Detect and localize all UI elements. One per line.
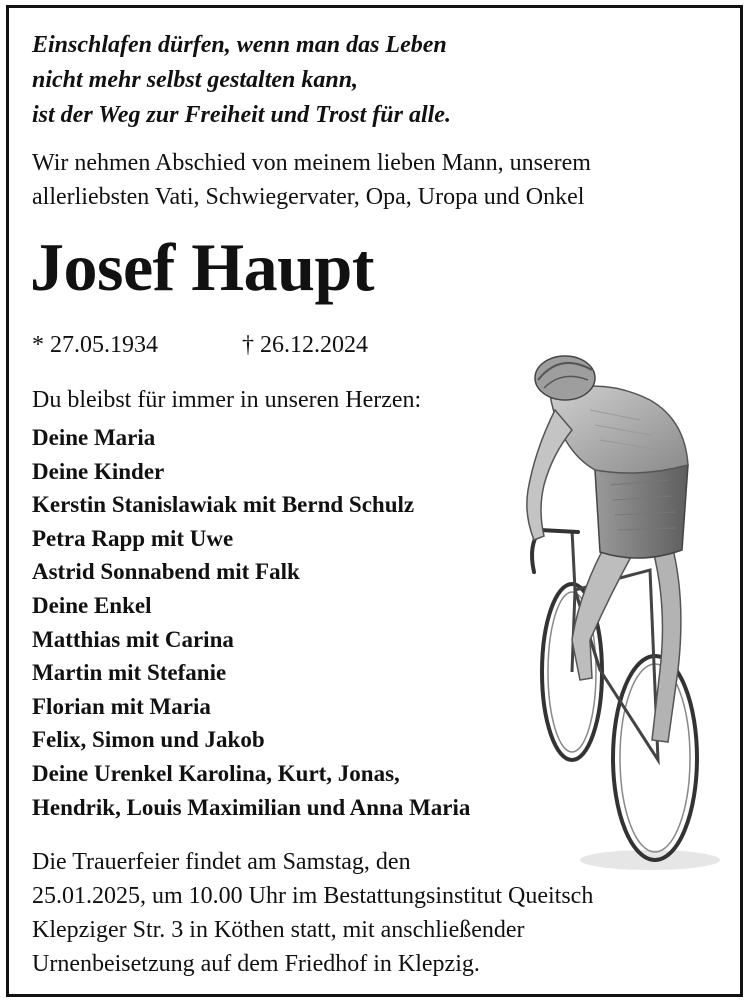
list-item: Petra Rapp mit Uwe <box>32 525 234 551</box>
list-item: Deine Kinder <box>32 458 165 484</box>
motto-line: Einschlafen dürfen, wenn man das Leben <box>32 32 447 58</box>
list-item: Astrid Sonnabend mit Falk <box>32 559 300 585</box>
list-item: Hendrik, Louis Maximilian und Anna Maria <box>32 794 471 820</box>
intro-line: Wir nehmen Abschied von meinem lieben Mann, unserem <box>32 150 591 176</box>
intro-line: allerliebsten Vati, Schwiegervater, Opa, Uropa und Onkel <box>32 184 585 210</box>
list-item: Martin mit Stefanie <box>32 660 227 686</box>
service-line: Klepziger Str. 3 in Köthen statt, mit anschließender <box>32 917 525 943</box>
cyclist-sketch-icon <box>500 340 730 880</box>
life-dates <box>32 328 368 362</box>
list-item: Deine Maria <box>32 425 156 450</box>
mourners-list <box>32 421 470 824</box>
service-line: 25.01.2025, um 10.00 Uhr im Bestattungsinstitut Queitsch <box>32 883 594 909</box>
birth-date: * 27.05.1934 <box>32 332 158 358</box>
list-item: Kerstin Stanislawiak mit Bernd Schulz <box>32 492 415 518</box>
motto-line: ist der Weg zur Freiheit und Trost für alle. <box>32 102 451 128</box>
memory-line: Du bleibst für immer in unseren Herzen: <box>32 387 422 413</box>
list-item: Matthias mit Carina <box>32 626 234 652</box>
list-item: Deine Urenkel Karolina, Kurt, Jonas, <box>32 760 400 786</box>
service-line: Die Trauerfeier findet am Samstag, den <box>32 849 411 875</box>
list-item: Felix, Simon und Jakob <box>32 727 265 753</box>
list-item: Deine Enkel <box>32 592 152 618</box>
motto-verse <box>32 28 451 133</box>
death-date: † 26.12.2024 <box>242 332 368 358</box>
motto-line: nicht mehr selbst gestalten kann, <box>32 67 359 93</box>
list-item: Florian mit Maria <box>32 693 211 719</box>
farewell-intro <box>32 146 591 214</box>
service-line: Urnenbeisetzung auf dem Friedhof in Klepzig. <box>32 951 480 977</box>
deceased-name: Josef Haupt <box>30 229 374 305</box>
